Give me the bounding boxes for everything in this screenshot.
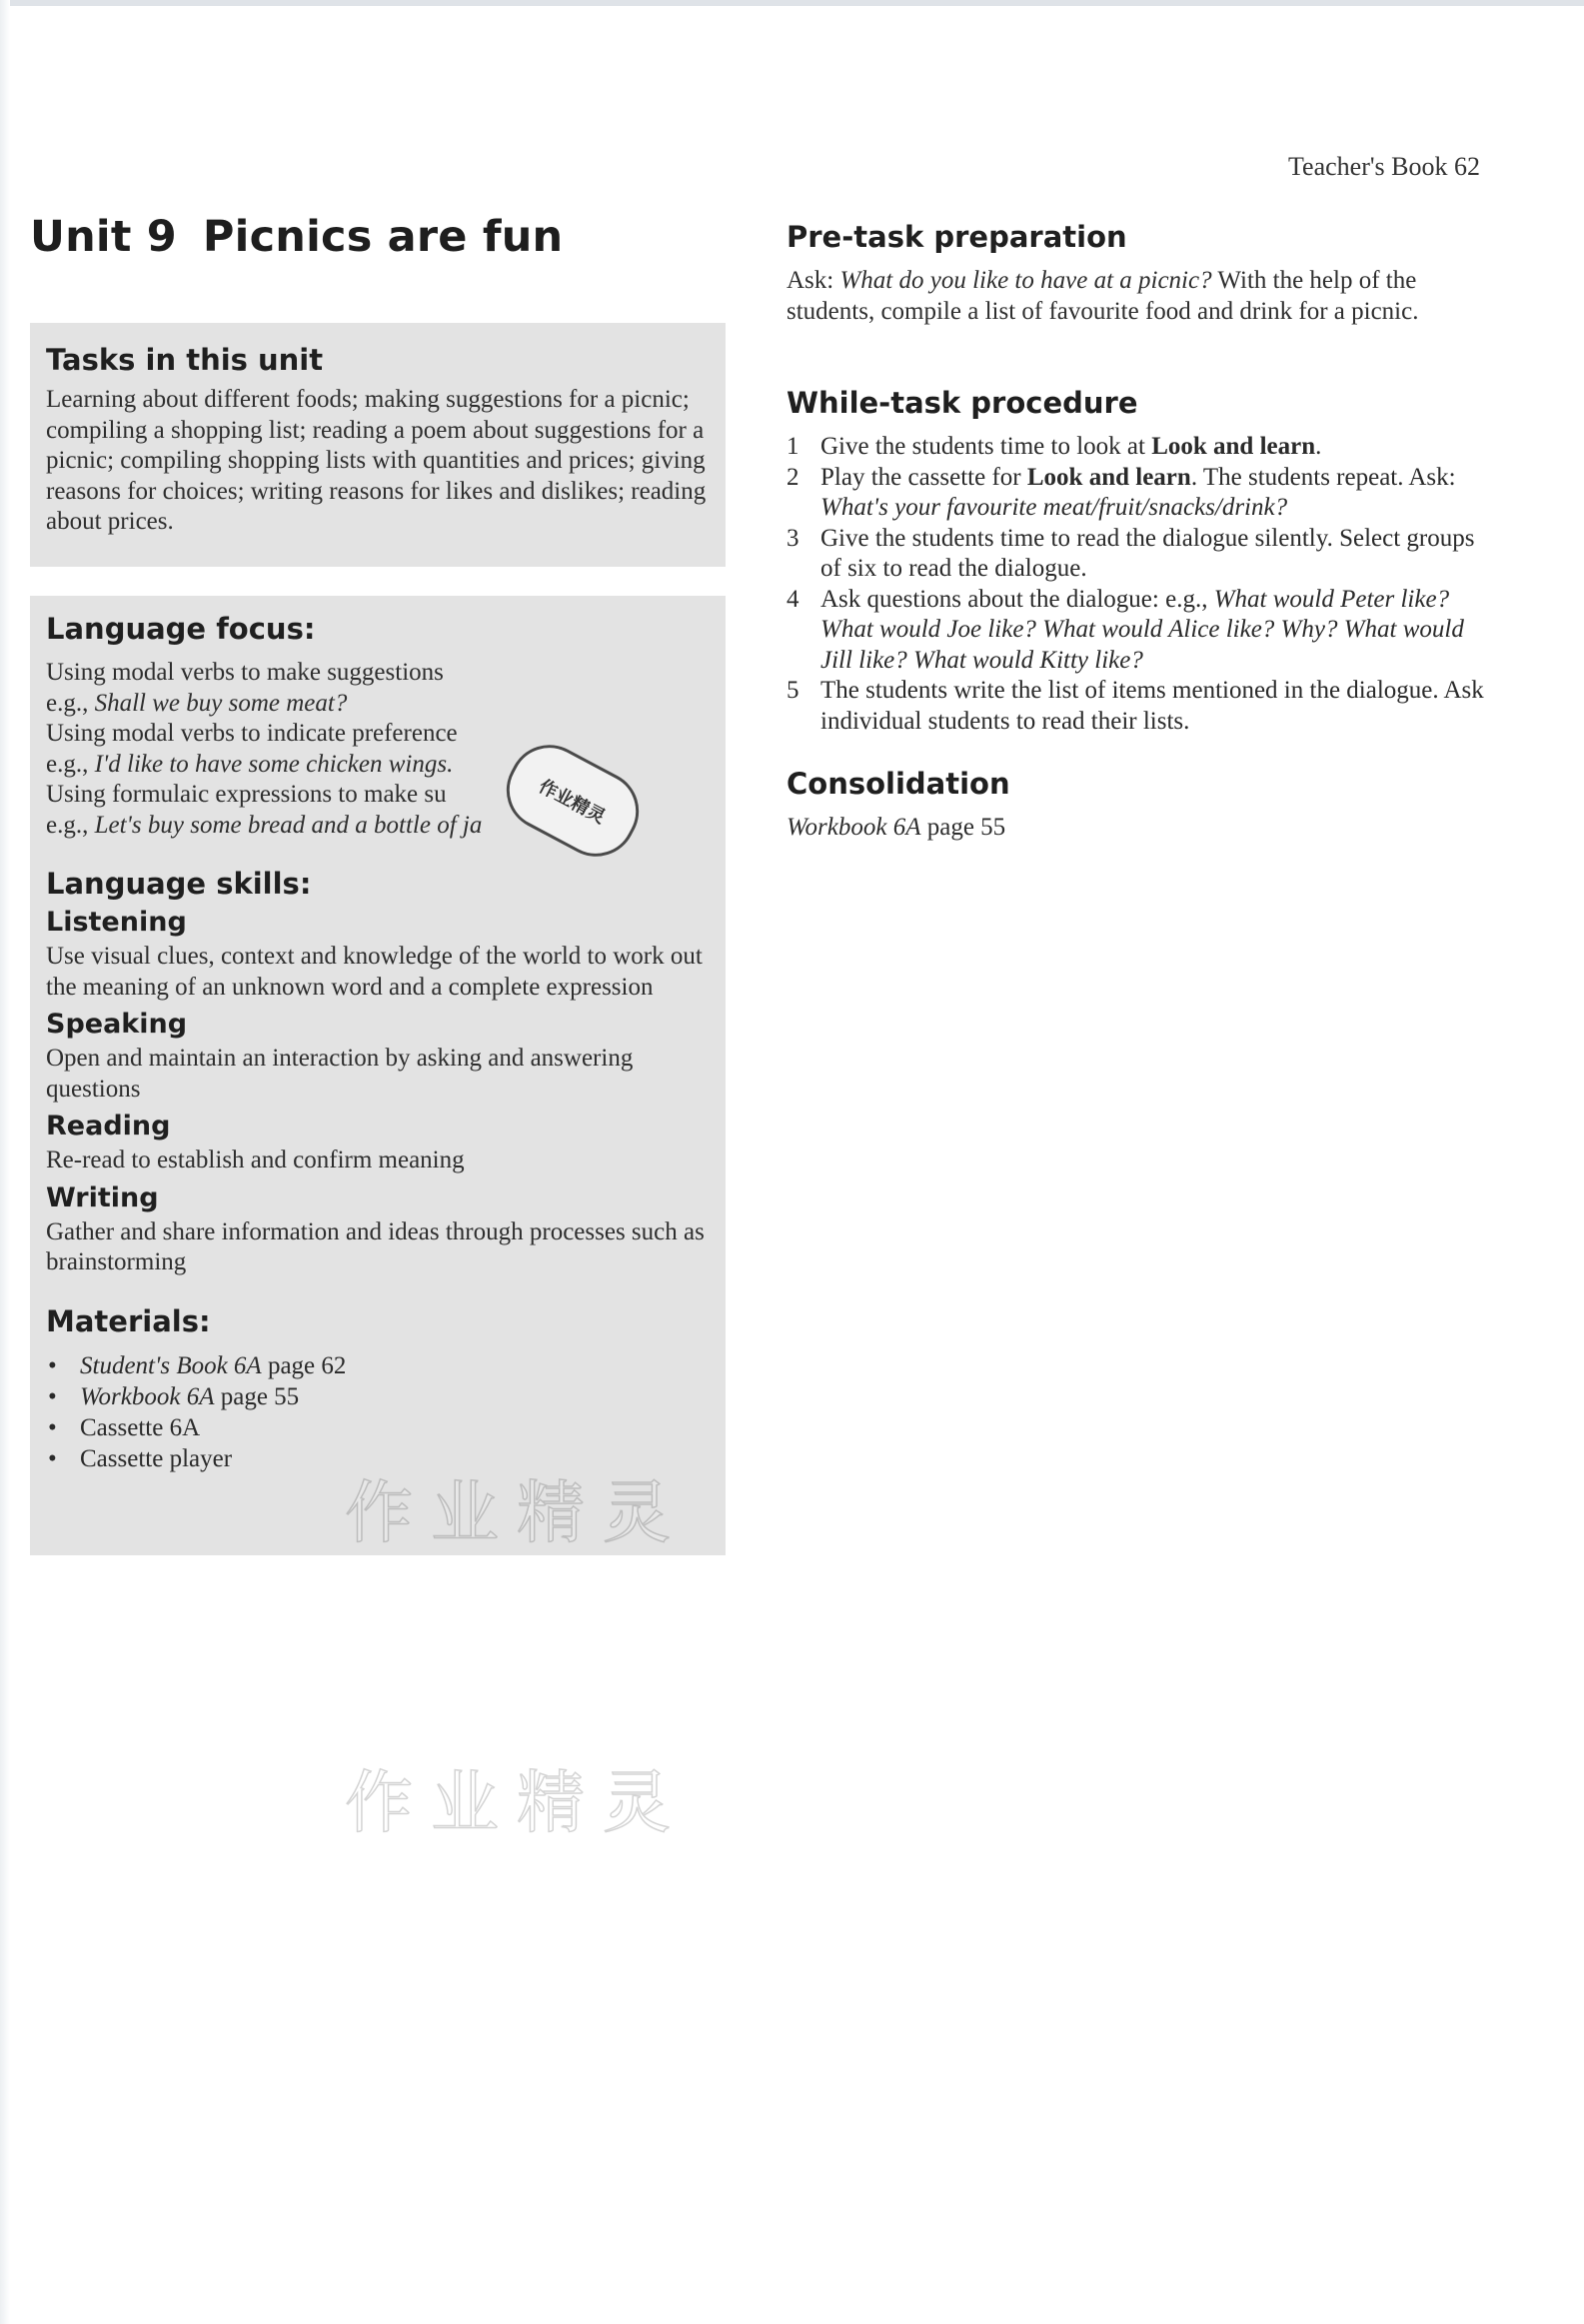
speaking-text: Open and maintain an interaction by asking and answering questions (46, 1045, 634, 1103)
pretask-section (787, 220, 1486, 327)
materials-heading: Materials: (46, 1303, 211, 1338)
reading-heading: Reading (46, 1111, 171, 1142)
list-item: 5 The students write the list of items mentioned in the dialogue. Ask individual students to read their lists. (787, 677, 1484, 735)
tasks-heading: Tasks in this unit (46, 343, 324, 377)
unit-name: Picnics are fun (202, 212, 564, 262)
reading-text: Re-read to establish and confirm meaning (46, 1147, 465, 1173)
watermark-stamp: 作业精灵 (493, 731, 653, 871)
scan-left-edge (0, 0, 10, 2324)
list-item: • Cassette 6A (46, 1412, 708, 1443)
language-box (30, 596, 726, 1555)
unit-title (30, 212, 563, 262)
list-item: 3 Give the students time to read the dialogue silently. Select groups of six to read the dialogue. (787, 524, 1475, 582)
watermark-text: 作业精灵 (345, 1474, 690, 1553)
scan-top-edge (0, 0, 1584, 6)
pretask-text: Ask: What do you like to have at a picnic? With the help of the students, compile a list of favourite food and drink for a picnic. (787, 267, 1419, 325)
list-item: 4 Ask questions about the dialogue: e.g., What would Peter like? What would Joe like? What would Alice like? Why? What would Jill like? What would Kitty like? (787, 585, 1464, 674)
language-skills-heading: Language skills: (46, 867, 312, 901)
focus-item-label: Using modal verbs to indicate preference (46, 720, 458, 747)
focus-item-example: e.g., I'd like to have some chicken wings. (46, 750, 454, 778)
list-item: • Workbook 6A page 55 (46, 1381, 708, 1412)
page-header: Teacher's Book 62 (1287, 152, 1480, 181)
focus-item-example: e.g., Shall we buy some meat? (46, 689, 348, 717)
consolidation-text: Workbook 6A page 55 (787, 814, 1006, 841)
whiletask-steps (787, 432, 1486, 737)
writing-heading: Writing (46, 1181, 159, 1213)
writing-text: Gather and share information and ideas through processes such as brainstorming (46, 1217, 705, 1275)
list-item: 2 Play the cassette for Look and learn. The students repeat. Ask: What's your favourite meat/fruit/snacks/drink? (787, 463, 1456, 521)
tasks-text: Learning about different foods; making suggestions for a picnic; compiling a shopping list; reading a poem about suggestions for a picnic; compiling shopping lists with quantities and prices; giving reasons for choices; writing reasons for likes and dislikes; reading about prices. (46, 386, 707, 535)
tasks-box (30, 323, 726, 567)
whiletask-heading: While-task procedure (787, 386, 1138, 420)
list-item: • Cassette player (46, 1443, 708, 1474)
focus-item-label: Using formulaic expressions to make su (46, 781, 447, 808)
list-item: • Student's Book 6A page 62 (46, 1350, 708, 1381)
focus-item-example: e.g., Let's buy some bread and a bottle of ja (46, 811, 483, 839)
watermark-text: 作业精灵 (345, 1764, 690, 1843)
listening-text: Use visual clues, context and knowledge of the world to work out the meaning of an unknown word and a complete expression (46, 943, 703, 1001)
list-item: 1 Give the students time to look at Look and learn. (787, 433, 1322, 460)
unit-number: Unit 9 (30, 212, 177, 262)
pretask-heading: Pre-task preparation (787, 220, 1127, 254)
listening-heading: Listening (46, 907, 187, 938)
consolidation-heading: Consolidation (787, 767, 1010, 801)
materials-list (46, 1350, 708, 1474)
language-focus-heading: Language focus: (46, 612, 316, 646)
whiletask-section (787, 386, 1486, 737)
speaking-heading: Speaking (46, 1009, 188, 1040)
consolidation-section (787, 767, 1486, 844)
focus-item-label: Using modal verbs to make suggestions (46, 659, 444, 686)
